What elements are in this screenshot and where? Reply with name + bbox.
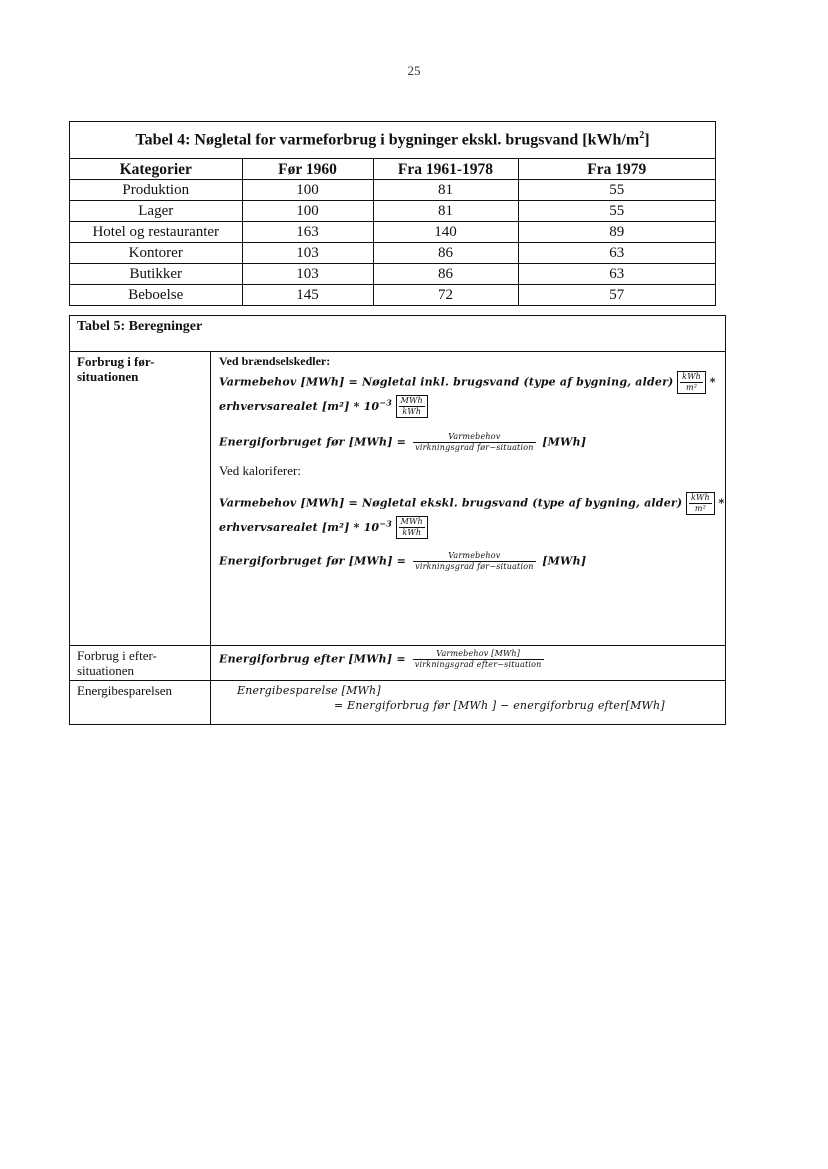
formula-energy-before-2 (219, 551, 725, 572)
unit-denominator: m² (685, 383, 698, 392)
table-cell: 100 (242, 201, 373, 222)
table-4 (69, 121, 716, 306)
table-cell: 55 (518, 180, 715, 201)
unit-numerator: MWh (400, 517, 423, 526)
table-cell: 140 (373, 222, 518, 243)
table-5-title: Tabel 5: Beregninger (70, 316, 725, 352)
formula-rest: (type af bygning, alder) (528, 496, 683, 510)
times-sign: * (718, 496, 725, 510)
row-label-after: Forbrug i efter-situationen (70, 646, 211, 680)
formula-lhs: Energiforbruget før [MWh] = (219, 435, 411, 449)
table-row (70, 264, 715, 285)
formula-energy-before-1 (219, 432, 725, 453)
table-cell: Kontorer (70, 243, 242, 264)
table-cell: Produktion (70, 180, 242, 201)
table-4-title (70, 122, 715, 159)
formula-area: erhvervsarealet [m²] * 10 (219, 399, 380, 413)
unit-denominator: kWh (402, 528, 422, 537)
fraction-numerator: Varmebehov (413, 432, 535, 443)
fraction-numerator: Varmebehov [MWh] (413, 649, 544, 660)
table-cell: 81 (373, 180, 518, 201)
table-5-row-savings (70, 681, 725, 724)
table-5-row-after (70, 646, 725, 681)
formula-rest: (type af bygning, alder) (519, 375, 674, 389)
savings-line-2: = Energiforbrug før [MWh ] − energiforbrug efter[MWh] (334, 699, 665, 712)
table-cell: 163 (242, 222, 373, 243)
formula-area-line (219, 395, 725, 418)
table-row (70, 222, 715, 243)
formula-unit: [MWh] (542, 554, 587, 568)
title-superscript: 2 (639, 130, 645, 141)
table-cell: 100 (242, 180, 373, 201)
table-cell: 57 (518, 285, 715, 306)
column-header: Kategorier (70, 159, 242, 180)
exponent: −3 (379, 396, 392, 407)
formula-savings (211, 681, 725, 724)
formula-area-line-2 (219, 516, 725, 539)
fraction-denominator: virkningsgrad efter−situation (414, 660, 542, 669)
table-cell: 63 (518, 243, 715, 264)
table-cell: Beboelse (70, 285, 242, 306)
unit-bracket (396, 516, 428, 539)
column-header: Før 1960 (242, 159, 373, 180)
page-number: 25 (407, 63, 421, 78)
table-row (70, 243, 715, 264)
formula-heat-demand-excl (219, 492, 725, 515)
row-label-before: Forbrug i før-situationen (70, 352, 211, 645)
formula-lhs: Varmebehov [MWh] = (219, 496, 362, 510)
unit-denominator: m² (694, 504, 707, 513)
table-cell: 81 (373, 201, 518, 222)
unit-numerator: kWh (691, 493, 710, 502)
fraction-numerator: Varmebehov (413, 551, 535, 562)
heading-boilers: Ved brændselskedler: (219, 354, 331, 368)
formula-key: Nøgletal ekskl. brugsvand (361, 496, 529, 510)
table-cell: 72 (373, 285, 518, 306)
table-cell: 145 (242, 285, 373, 306)
table-cell: 86 (373, 264, 518, 285)
column-header: Fra 1979 (518, 159, 715, 180)
unit-bracket (396, 395, 428, 418)
table-row (70, 180, 715, 201)
formula-key: Nøgletal inkl. brugsvand (361, 375, 520, 389)
fraction (413, 551, 535, 572)
unit-numerator: kWh (682, 372, 701, 381)
unit-numerator: MWh (400, 396, 423, 405)
table-cell: Lager (70, 201, 242, 222)
table-header-row (70, 159, 715, 180)
unit-bracket (677, 371, 706, 394)
times-sign: * (709, 375, 716, 389)
fraction-denominator: virkningsgrad før−situation (415, 443, 534, 452)
formula-heat-demand-incl (219, 371, 725, 394)
formulas-before (211, 352, 725, 645)
unit-denominator: kWh (402, 407, 422, 416)
table-cell: 89 (518, 222, 715, 243)
table-5-row-before (70, 352, 725, 646)
table-cell: 63 (518, 264, 715, 285)
unit-bracket (686, 492, 715, 515)
table-4-title-text: Tabel 4: Nøgletal for varmeforbrug i bygninger ekskl. brugsvand [kWh/m (135, 131, 640, 149)
formula-unit: [MWh] (542, 435, 587, 449)
title-end: ] (644, 131, 650, 149)
table-row (70, 285, 715, 306)
fraction-denominator: virkningsgrad før−situation (415, 562, 534, 571)
heading-heaters: Ved kaloriferer: (219, 463, 301, 478)
fraction (413, 432, 535, 453)
table-cell: Hotel og restauranter (70, 222, 242, 243)
formula-after (211, 646, 725, 680)
exponent: −3 (379, 517, 392, 528)
savings-line-1: Energibesparelse [MWh] (237, 684, 381, 697)
formula-lhs: Energiforbruget før [MWh] = (219, 554, 411, 568)
table-cell: Butikker (70, 264, 242, 285)
fraction (413, 649, 544, 670)
table-cell: 86 (373, 243, 518, 264)
row-label-savings: Energibesparelsen (70, 681, 211, 724)
formula-area: erhvervsarealet [m²] * 10 (219, 520, 380, 534)
table-cell: 55 (518, 201, 715, 222)
table-4-grid (70, 159, 715, 305)
table-row (70, 201, 715, 222)
table-5 (69, 315, 726, 725)
column-header: Fra 1961-1978 (373, 159, 518, 180)
formula-lhs: Energiforbrug efter [MWh] = (219, 652, 410, 666)
table-cell: 103 (242, 243, 373, 264)
formula-lhs: Varmebehov [MWh] = (219, 375, 362, 389)
formula-energy-after (219, 649, 725, 670)
table-cell: 103 (242, 264, 373, 285)
